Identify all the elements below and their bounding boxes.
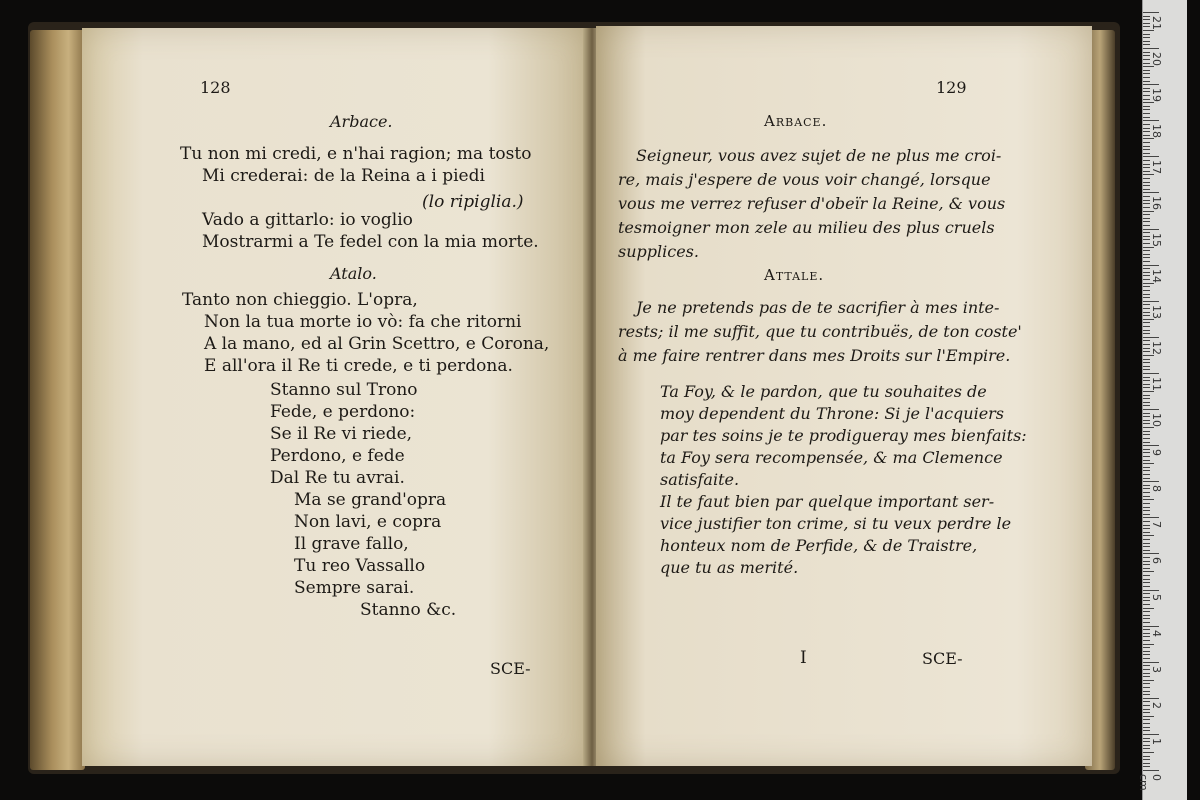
ruler-minor-tick [1143,694,1150,695]
ruler-minor-tick [1143,730,1150,731]
ruler-number: 6 [1150,557,1163,565]
ruler-minor-tick [1143,532,1150,533]
ruler-minor-tick [1143,106,1150,107]
ruler-minor-tick [1143,427,1154,428]
ruler-minor-tick [1143,218,1150,219]
ruler-minor-tick [1143,73,1150,74]
ruler-minor-tick [1143,593,1150,594]
ruler-number: 16 [1150,196,1163,211]
ruler-minor-tick [1143,503,1150,504]
ruler-minor-tick [1143,254,1150,255]
prose-line: vice justifier ton crime, si tu veux perdre le [660,514,1012,533]
aria-line: Se il Re vi riede, [270,424,413,444]
ruler-minor-tick [1143,539,1150,540]
ruler-tick [1143,156,1159,157]
speaker-heading: Arbace. [330,112,393,131]
ruler-minor-tick [1143,88,1150,89]
ruler-tick [1143,481,1159,482]
ruler-tick [1143,265,1159,266]
ruler-minor-tick [1143,442,1150,443]
ruler-minor-tick [1143,70,1150,71]
ruler-minor-tick [1143,99,1150,100]
ruler-minor-tick [1143,571,1154,572]
ruler-minor-tick [1143,23,1150,24]
ruler-number: 19 [1150,88,1163,103]
ruler-minor-tick [1143,138,1154,139]
ruler-minor-tick [1143,66,1154,67]
ruler-minor-tick [1143,759,1150,760]
ruler-minor-tick [1143,26,1150,27]
ruler-minor-tick [1143,95,1150,96]
ruler-minor-tick [1143,131,1150,132]
ruler-number: 12 [1150,340,1163,355]
speaker-heading: Attale. [764,266,825,284]
aria-line: Il grave fallo, [294,534,409,554]
prose-line: que tu as merité. [660,558,799,577]
ruler-minor-tick [1143,521,1150,522]
ruler-minor-tick [1143,214,1150,215]
ruler-number: 11 [1150,376,1163,391]
ruler-minor-tick [1143,535,1154,536]
ruler-minor-tick [1143,250,1150,251]
prose-line: Je ne pretends pas de te sacrifier à mes inte- [636,298,1000,317]
ruler-minor-tick [1143,766,1150,767]
right-page [596,26,1092,766]
ruler-minor-tick [1143,330,1150,331]
ruler-minor-tick [1143,719,1150,720]
ruler-minor-tick [1143,460,1150,461]
ruler-minor-tick [1143,456,1150,457]
aria-line: Dal Re tu avrai. [270,468,405,488]
aria-ending: Stanno &c. [360,600,457,620]
verse-line: A la mano, ed al Grin Scettro, e Corona, [204,334,550,354]
ruler-minor-tick [1143,507,1150,508]
ruler-minor-tick [1143,63,1150,64]
aria-line: Stanno sul Trono [270,380,418,400]
ruler-minor-tick [1143,564,1150,565]
ruler-minor-tick [1143,142,1150,143]
ruler-minor-tick [1143,366,1150,367]
ruler-number: 15 [1150,232,1163,247]
ruler-minor-tick [1143,164,1150,165]
ruler-minor-tick [1143,59,1150,60]
ruler-minor-tick [1143,712,1150,713]
prose-line: ta Foy sera recompensée, & ma Clemence [660,448,1003,467]
ruler-minor-tick [1143,413,1150,414]
ruler-minor-tick [1143,113,1150,114]
prose-line: re, mais j'espere de vous voir changé, lorsque [618,170,991,189]
ruler-minor-tick [1143,351,1150,352]
ruler-minor-tick [1143,153,1150,154]
ruler-minor-tick [1143,658,1150,659]
ruler-minor-tick [1143,546,1150,547]
prose-line: satisfaite. [660,470,740,489]
ruler-minor-tick [1143,333,1150,334]
ruler-minor-tick [1143,691,1150,692]
ruler-minor-tick [1143,618,1150,619]
ruler-minor-tick [1143,283,1154,284]
stage-direction: (lo ripiglia.) [422,192,524,212]
ruler-minor-tick [1143,651,1150,652]
ruler-minor-tick [1143,629,1150,630]
page-number: 128 [200,78,231,97]
ruler-minor-tick [1143,478,1150,479]
ruler-minor-tick [1143,109,1150,110]
ruler-minor-tick [1143,322,1150,323]
ruler-minor-tick [1143,16,1150,17]
ruler-minor-tick [1143,582,1150,583]
aria-line: Fede, e perdono: [270,402,416,422]
ruler-minor-tick [1143,312,1150,313]
ruler-minor-tick [1143,543,1150,544]
ruler-minor-tick [1143,377,1150,378]
ruler-minor-tick [1143,633,1150,634]
ruler-tick [1143,373,1159,374]
ruler-minor-tick [1143,77,1150,78]
ruler-minor-tick [1143,81,1150,82]
ruler-minor-tick [1143,348,1150,349]
ruler-minor-tick [1143,221,1150,222]
ruler-minor-tick [1143,680,1154,681]
ruler-minor-tick [1143,297,1150,298]
ruler-minor-tick [1143,485,1150,486]
ruler-number: 7 [1150,521,1163,529]
ruler-number: 0 cm [1137,774,1163,791]
ruler-minor-tick [1143,647,1150,648]
ruler-minor-tick [1143,687,1150,688]
ruler-minor-tick [1143,272,1150,273]
ruler-minor-tick [1143,243,1150,244]
ruler-minor-tick [1143,91,1150,92]
ruler-minor-tick [1143,705,1150,706]
aria-line: Tu reo Vassallo [294,556,426,576]
ruler-minor-tick [1143,203,1150,204]
ruler-tick [1143,445,1159,446]
ruler-minor-tick [1143,701,1150,702]
ruler-minor-tick [1143,676,1150,677]
ruler-minor-tick [1143,395,1150,396]
verse-line: Tanto non chieggio. L'opra, [182,290,418,310]
ruler-minor-tick [1143,474,1150,475]
ruler-tick [1143,84,1159,85]
prose-line: honteux nom de Perfide, & de Traistre, [660,536,978,555]
ruler-minor-tick [1143,597,1150,598]
ruler-tick [1143,517,1159,518]
ruler-minor-tick [1143,19,1150,20]
ruler-minor-tick [1143,171,1150,172]
ruler-minor-tick [1143,128,1150,129]
ruler-minor-tick [1143,622,1150,623]
ruler-minor-tick [1143,196,1150,197]
ruler-minor-tick [1143,135,1150,136]
ruler-minor-tick [1143,654,1150,655]
ruler-minor-tick [1143,463,1154,464]
ruler-minor-tick [1143,369,1150,370]
ruler-minor-tick [1143,525,1150,526]
ruler-minor-tick [1143,55,1150,56]
prose-line: Ta Foy, & le pardon, que tu souhaites de [660,382,987,401]
ruler-number: 21 [1150,16,1163,30]
aria-line: Sempre sarai. [294,578,415,598]
prose-line: supplices. [618,242,699,261]
verse-line: Mi crederai: de la Reina a i piedi [202,166,485,186]
ruler-tick [1143,590,1159,591]
ruler-minor-tick [1143,398,1150,399]
ruler-number: 1 [1150,737,1163,745]
ruler-minor-tick [1143,225,1150,226]
ruler-minor-tick [1143,604,1150,605]
ruler-minor-tick [1143,470,1150,471]
ruler-number: 8 [1150,485,1163,493]
ruler-minor-tick [1143,748,1150,749]
ruler-minor-tick [1143,745,1150,746]
ruler-minor-tick [1143,146,1150,147]
prose-line: moy dependent du Throne: Si je l'acquiers [660,404,1005,423]
ruler-minor-tick [1143,561,1150,562]
ruler-minor-tick [1143,239,1150,240]
ruler-minor-tick [1143,52,1150,53]
ruler-minor-tick [1143,434,1150,435]
ruler-number: 13 [1150,304,1163,319]
ruler-minor-tick [1143,716,1154,717]
ruler-minor-tick [1143,492,1150,493]
ruler-minor-tick [1143,499,1154,500]
ruler-minor-tick [1143,182,1150,183]
ruler-minor-tick [1143,236,1150,237]
ruler-minor-tick [1143,741,1150,742]
measurement-ruler [1137,0,1187,800]
ruler-minor-tick [1143,420,1150,421]
ruler-minor-tick [1143,449,1150,450]
ruler-tick [1143,12,1159,13]
prose-line: rests; il me suffit, que tu contribuës, de ton coste' [618,322,1022,341]
prose-line: Il te faut bien par quelque important ser- [660,492,995,511]
ruler-minor-tick [1143,326,1150,327]
speaker-heading: Arbace. [764,112,828,130]
ruler-minor-tick [1143,391,1154,392]
ruler-minor-tick [1143,727,1150,728]
ruler-minor-tick [1143,550,1150,551]
ruler-minor-tick [1143,665,1150,666]
ruler-minor-tick [1143,34,1150,35]
ruler-minor-tick [1143,315,1150,316]
ruler-minor-tick [1143,763,1150,764]
ruler-tick [1143,409,1159,410]
ruler-tick [1143,626,1159,627]
ruler-minor-tick [1143,319,1154,320]
prose-line: par tes soins je te prodigueray mes bienfaits: [660,426,1027,445]
ruler-minor-tick [1143,308,1150,309]
ruler-minor-tick [1143,37,1150,38]
ruler-minor-tick [1143,257,1150,258]
ruler-tick [1143,698,1159,699]
verse-line: Non la tua morte io vò: fa che ritorni [204,312,522,332]
ruler-minor-tick [1143,275,1150,276]
ruler-minor-tick [1143,611,1150,612]
ruler-minor-tick [1143,673,1150,674]
ruler-minor-tick [1143,636,1150,637]
ruler-tick [1143,553,1159,554]
ruler-minor-tick [1143,528,1150,529]
ruler-minor-tick [1143,488,1150,489]
ruler-minor-tick [1143,174,1154,175]
ruler-minor-tick [1143,738,1150,739]
ruler-tick [1143,48,1159,49]
verse-line: E all'ora il Re ti crede, e ti perdona. [204,356,513,376]
ruler-minor-tick [1143,185,1150,186]
ruler-minor-tick [1143,268,1150,269]
ruler-minor-tick [1143,149,1150,150]
ruler-minor-tick [1143,279,1150,280]
ruler-minor-tick [1143,178,1150,179]
prose-line: Seigneur, vous avez sujet de ne plus me croi- [636,146,1002,165]
page-edges-left [30,30,85,770]
prose-line: tesmoigner mon zele au milieu des plus cruels [618,218,995,237]
ruler-minor-tick [1143,167,1150,168]
aria-line: Perdono, e fede [270,446,405,466]
ruler-minor-tick [1143,247,1154,248]
ruler-minor-tick [1143,405,1150,406]
ruler-minor-tick [1143,344,1150,345]
ruler-number: 2 [1150,701,1163,709]
signature-mark: I [800,648,807,668]
prose-line: vous me verrez refuser d'obeïr la Reine, & vous [618,194,1006,213]
verse-line: Mostrarmi a Te fedel con la mia morte. [202,232,539,252]
ruler-minor-tick [1143,402,1150,403]
ruler-minor-tick [1143,568,1150,569]
ruler-tick [1143,301,1159,302]
ruler-tick [1143,662,1159,663]
ruler-minor-tick [1143,640,1150,641]
left-page [82,28,590,766]
ruler-minor-tick [1143,579,1150,580]
page-number: 129 [936,78,967,97]
ruler-minor-tick [1143,752,1154,753]
ruler-minor-tick [1143,387,1150,388]
ruler-number: 5 [1150,593,1163,601]
ruler-minor-tick [1143,380,1150,381]
ruler-tick [1143,734,1159,735]
ruler-minor-tick [1143,384,1150,385]
ruler-number: 3 [1150,665,1163,673]
catchword: SCE- [922,649,963,668]
ruler-minor-tick [1143,586,1150,587]
ruler-minor-tick [1143,615,1150,616]
ruler-minor-tick [1143,44,1150,45]
ruler-minor-tick [1143,438,1150,439]
ruler-minor-tick [1143,362,1150,363]
ruler-minor-tick [1143,30,1154,31]
ruler-minor-tick [1143,355,1154,356]
speaker-heading: Atalo. [330,264,377,283]
ruler-minor-tick [1143,124,1150,125]
ruler-number: 20 [1150,52,1163,67]
ruler-minor-tick [1143,200,1150,201]
ruler-minor-tick [1143,232,1150,233]
verse-line: Vado a gittarlo: io voglio [202,210,413,230]
ruler-minor-tick [1143,290,1150,291]
ruler-minor-tick [1143,600,1150,601]
ruler-minor-tick [1143,294,1150,295]
ruler-minor-tick [1143,189,1150,190]
ruler-minor-tick [1143,160,1150,161]
ruler-minor-tick [1143,514,1150,515]
aria-line: Non lavi, e copra [294,512,442,532]
ruler-minor-tick [1143,496,1150,497]
ruler-minor-tick [1143,117,1150,118]
ruler-minor-tick [1143,102,1154,103]
ruler-minor-tick [1143,452,1150,453]
ruler-minor-tick [1143,211,1154,212]
ruler-minor-tick [1143,669,1150,670]
ruler-minor-tick [1143,683,1150,684]
ruler-minor-tick [1143,286,1150,287]
ruler-minor-tick [1143,304,1150,305]
ruler-number: 14 [1150,268,1163,283]
ruler-tick [1143,229,1159,230]
ruler-minor-tick [1143,575,1150,576]
ruler-minor-tick [1143,340,1150,341]
ruler-number: 18 [1150,124,1163,139]
ruler-minor-tick [1143,709,1150,710]
ruler-tick [1143,337,1159,338]
ruler-minor-tick [1143,467,1150,468]
verse-line: Tu non mi credi, e n'hai ragion; ma tosto [180,144,532,164]
ruler-minor-tick [1143,41,1150,42]
ruler-minor-tick [1143,431,1150,432]
ruler-minor-tick [1143,261,1150,262]
ruler-number: 17 [1150,160,1163,175]
ruler-minor-tick [1143,644,1154,645]
catchword: SCE- [490,659,531,678]
ruler-number: 4 [1150,629,1163,637]
ruler-number: 9 [1150,449,1163,457]
ruler-minor-tick [1143,510,1150,511]
aria-line: Ma se grand'opra [294,490,447,510]
ruler-minor-tick [1143,416,1150,417]
ruler-minor-tick [1143,723,1150,724]
ruler-minor-tick [1143,207,1150,208]
ruler-tick [1143,120,1159,121]
ruler-minor-tick [1143,756,1150,757]
ruler-minor-tick [1143,423,1150,424]
ruler-tick [1143,192,1159,193]
prose-line: à me faire rentrer dans mes Droits sur l'Empire. [618,346,1011,365]
ruler-number: 10 [1150,413,1163,428]
ruler-minor-tick [1143,608,1154,609]
ruler-minor-tick [1143,359,1150,360]
ruler-tick [1143,770,1159,771]
ruler-minor-tick [1143,557,1150,558]
